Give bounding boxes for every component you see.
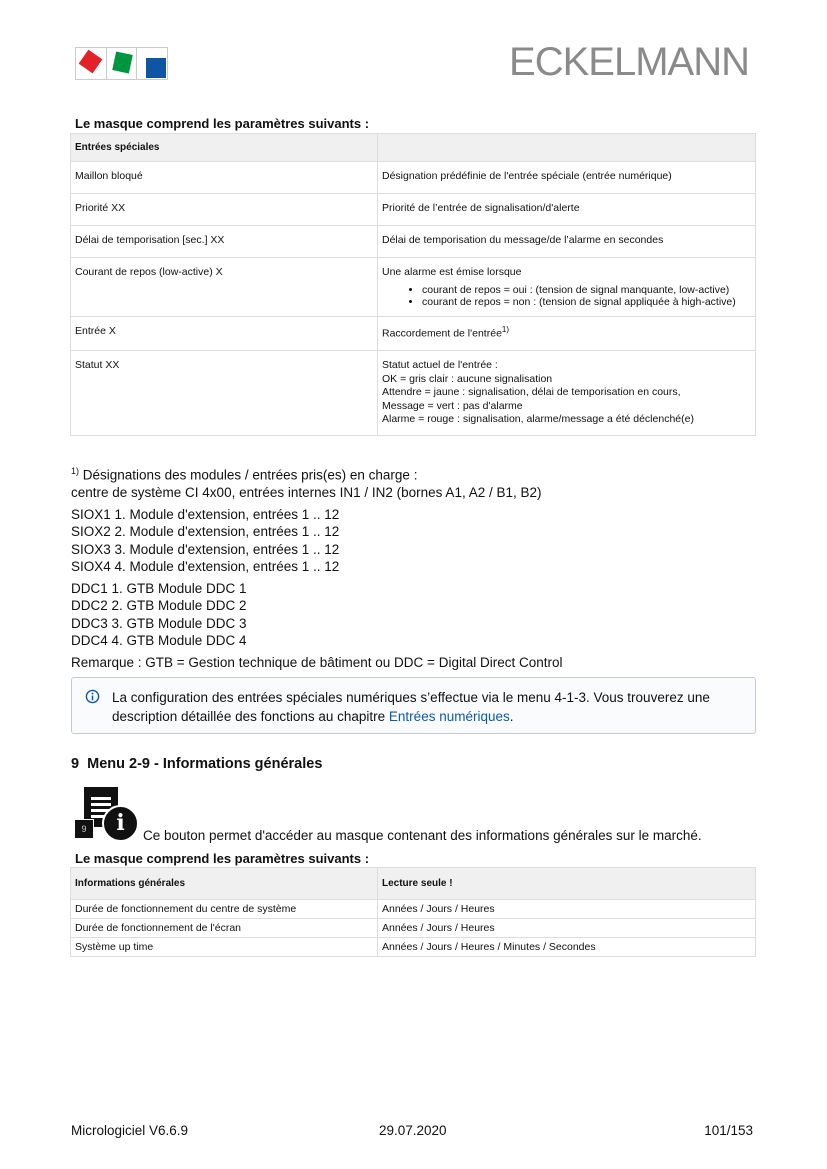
info-panel (71, 677, 756, 734)
footer-page-number: 101/153 (704, 1123, 753, 1138)
ddc-list (71, 580, 562, 650)
footer-date: 29.07.2020 (379, 1123, 447, 1138)
table-row (71, 194, 756, 226)
bullet: • courant de repos = non : (tension de signal appliquée à high-active) (422, 296, 751, 308)
param-cell: Système up time (71, 938, 378, 957)
header-cell: Informations générales (71, 868, 378, 900)
table-row (71, 162, 756, 194)
bullet: • courant de repos = oui : (tension de signal manquante, low-active) (422, 284, 751, 296)
desc-cell: Années / Jours / Heures / Minutes / Secondes (378, 938, 756, 957)
status-line: Attendre = jaune : signalisation, délai de temporisation en cours, (382, 386, 681, 398)
footnote-text: centre de système CI 4x00, entrées internes IN1 / IN2 (bornes A1, A2 / B1, B2) (71, 485, 542, 500)
footnote-mark: 1) (71, 466, 80, 476)
table-row (71, 351, 756, 436)
param-cell: Statut XX (71, 351, 378, 436)
brand-name: ECKELMANN (509, 40, 749, 84)
status-line: Alarme = rouge : signalisation, alarme/message a été déclenché(e) (382, 413, 694, 425)
table-row (71, 258, 756, 317)
section-intro: Le masque comprend les paramètres suivants : (75, 851, 370, 866)
list-item: SIOX2 2. Module d'extension, entrées 1 .. 12 (71, 524, 340, 539)
status-line: OK = gris clair : aucune signalisation (382, 372, 553, 385)
header-cell (378, 134, 756, 162)
table-row (71, 317, 756, 351)
param-cell: Durée de fonctionnement de l'écran (71, 919, 378, 938)
info-icon (85, 689, 100, 704)
desc-cell (378, 317, 756, 351)
header-cell: Entrées spéciales (71, 134, 378, 162)
table-row (71, 900, 756, 919)
icon-description: Ce bouton permet d'accéder au masque contenant des informations générales sur le marché. (143, 828, 702, 843)
desc-text: Une alarme est émise lorsque (382, 266, 522, 278)
param-cell: Courant de repos (low-active) X (71, 258, 378, 317)
desc-cell (378, 351, 756, 436)
link-entrees-numeriques[interactable]: Entrées numériques (388, 709, 510, 724)
remark: Remarque : GTB = Gestion technique de bâtiment ou DDC = Digital Direct Control (71, 654, 563, 670)
footnote-text: Désignations des modules / entrées pris(es) en charge : (79, 467, 418, 483)
menu-number: 9 (74, 819, 94, 839)
param-cell: Entrée X (71, 317, 378, 351)
table-row (71, 938, 756, 957)
footnote (71, 463, 562, 671)
desc-cell (378, 258, 756, 317)
special-inputs-table (70, 133, 756, 436)
desc-cell: Désignation prédéfinie de l'entrée spéciale (entrée numérique) (378, 162, 756, 194)
table-header (71, 134, 756, 162)
info-text: La configuration des entrées spéciales numériques s’effectue via le menu 4-1-3. Vous trouverez une description détaillée des fonctions au chapitre (112, 690, 710, 724)
desc-cell: Délai de temporisation du message/de l’alarme en secondes (378, 226, 756, 258)
desc-text: Raccordement de l'entrée (382, 327, 502, 340)
siox-list (71, 506, 562, 576)
status-line: Message = vert : pas d'alarme (382, 399, 523, 412)
general-info-menu-icon: 9 i (74, 787, 136, 839)
eckelmann-logo (75, 47, 168, 80)
info-text-end: . (509, 709, 514, 724)
table-row (71, 226, 756, 258)
section-heading: 9 Menu 2-9 - Informations générales (71, 756, 323, 772)
general-info-table (70, 867, 756, 957)
section-intro: Le masque comprend les paramètres suivants : (75, 116, 370, 131)
param-cell: Délai de temporisation [sec.] XX (71, 226, 378, 258)
param-cell: Maillon bloqué (71, 162, 378, 194)
list-item: SIOX1 1. Module d'extension, entrées 1 .. 12 (71, 506, 340, 522)
list-item: SIOX3 3. Module d'extension, entrées 1 .. 12 (71, 541, 340, 557)
list-item: DDC2 2. GTB Module DDC 2 (71, 598, 247, 613)
desc-cell: Priorité de l’entrée de signalisation/d'alerte (378, 194, 756, 226)
param-cell: Durée de fonctionnement du centre de système (71, 900, 378, 919)
list-item: SIOX4 4. Module d'extension, entrées 1 .. 12 (71, 559, 340, 574)
desc-cell: Années / Jours / Heures (378, 900, 756, 919)
status-line: Statut actuel de l'entrée : (382, 359, 498, 371)
desc-cell: Années / Jours / Heures (378, 919, 756, 938)
table-header (71, 868, 756, 900)
table-row (71, 919, 756, 938)
footer-version: Micrologiciel V6.6.9 (71, 1123, 189, 1138)
list-item: DDC1 1. GTB Module DDC 1 (71, 580, 247, 596)
list-item: DDC3 3. GTB Module DDC 3 (71, 615, 247, 631)
header-cell: Lecture seule ! (378, 868, 756, 900)
param-cell: Priorité XX (71, 194, 378, 226)
footnote-ref: 1) (501, 325, 510, 334)
list-item: DDC4 4. GTB Module DDC 4 (71, 633, 247, 648)
